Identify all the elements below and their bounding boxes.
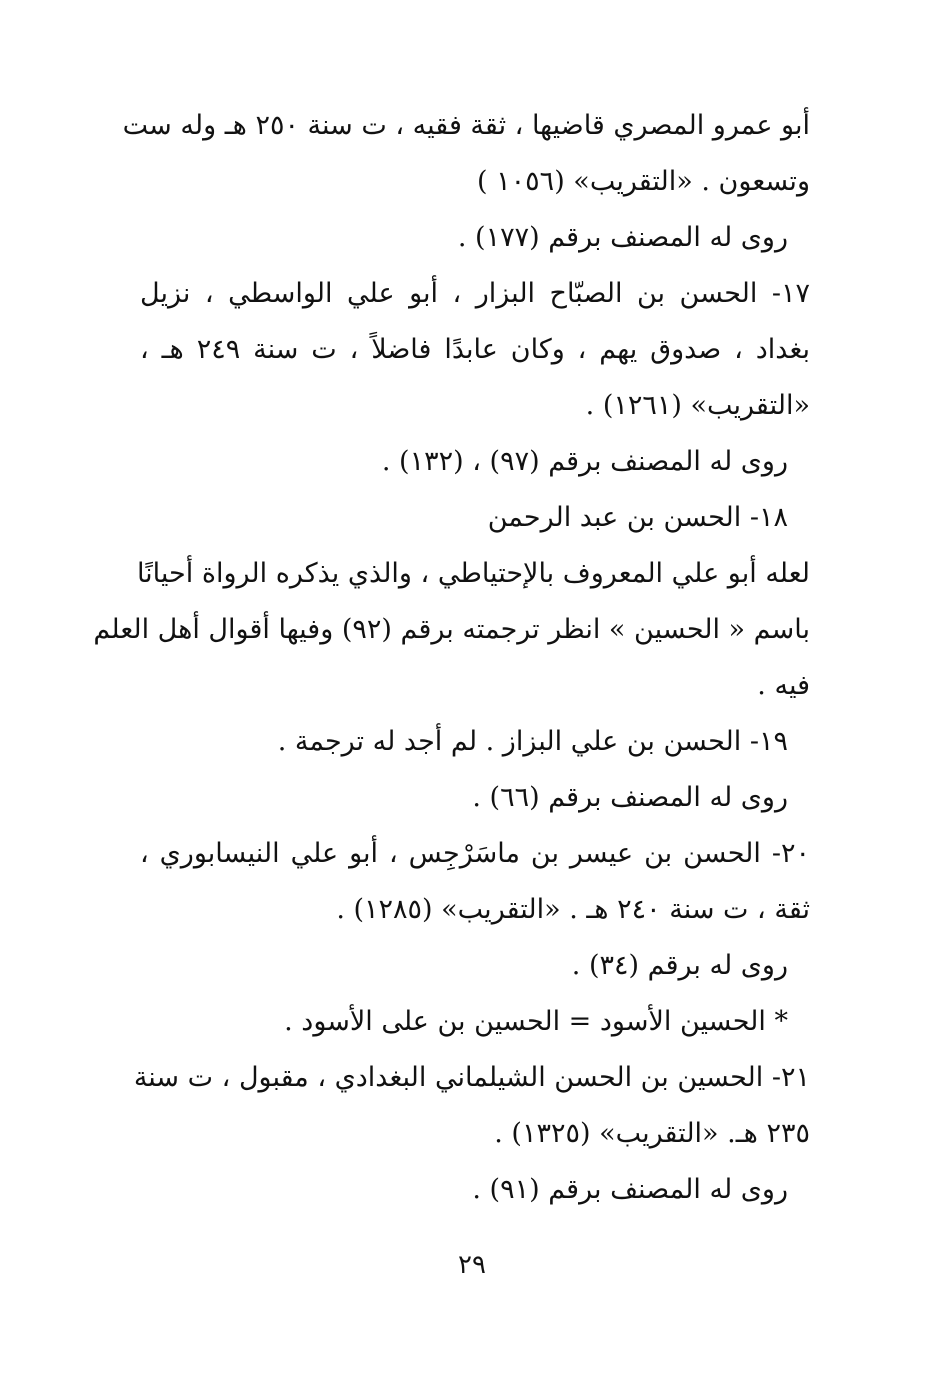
paragraph-narrator-20 xyxy=(140,826,810,938)
paragraph-cross-reference xyxy=(140,994,810,1050)
text-line: ١٩- الحسن بن علي البزاز . لم أجد له ترجمة . xyxy=(277,726,788,757)
paragraph-citation xyxy=(140,210,810,266)
text-line: أبو عمرو المصري قاضيها ، ثقة فقيه ، ت سنة ٢٥٠ هـ وله ست xyxy=(122,110,810,141)
text-line: ١٧- الحسن بن الصبّاح البزار ، أبو علي الواسطي ، نزيل xyxy=(140,278,810,309)
text-line: روى له برقم (٣٤) . xyxy=(571,950,788,981)
text-line: بغداد ، صدوق يهم ، وكان عابدًا فاضلاً ، ت سنة ٢٤٩ هـ ، xyxy=(140,334,810,365)
text-line: ٢٣٥ هـ. «التقريب» (١٣٢٥) . xyxy=(494,1118,810,1149)
text-line: لعله أبو علي المعروف بالإحتياطي ، والذي يذكره الرواة أحيانًا xyxy=(136,558,810,589)
text-line: فيه . xyxy=(757,670,810,701)
text-line: روى له المصنف برقم (٦٦) . xyxy=(472,782,788,813)
page-number: ٢٩ xyxy=(458,1250,486,1280)
text-line: ٢٠- الحسن بن عيسر بن ماسَرْجِس ، أبو علي النيسابوري ، xyxy=(140,838,810,869)
text-line: باسم « الحسين » انظر ترجمته برقم (٩٢) وفيها أقوال أهل العلم xyxy=(93,614,810,645)
text-line: ثقة ، ت سنة ٢٤٠ هـ . «التقريب» (١٢٨٥) . xyxy=(336,894,810,925)
paragraph-citation xyxy=(140,770,810,826)
text-line: روى له المصنف برقم (١٧٧) . xyxy=(457,222,788,253)
text-line: ١٨- الحسن بن عبد الرحمن xyxy=(487,502,788,533)
text-line: وتسعون . «التقريب» (١٠٥٦ ) xyxy=(477,166,810,197)
paragraph-citation xyxy=(140,1162,810,1218)
body-text xyxy=(93,98,810,1218)
text-line: «التقريب» (١٢٦١) . xyxy=(585,390,810,421)
paragraph-narrator-17 xyxy=(140,266,810,434)
paragraph-narrator-19 xyxy=(140,714,810,770)
paragraph-citation xyxy=(140,434,810,490)
text-line: ٢١- الحسين بن الحسن الشيلماني البغدادي ، مقبول ، ت سنة xyxy=(133,1062,810,1093)
paragraph-narrator-18-note xyxy=(93,546,810,714)
text-line: روى له المصنف برقم (٩١) . xyxy=(472,1174,788,1205)
paragraph-narrator-16-end xyxy=(122,98,810,210)
text-line: روى له المصنف برقم (٩٧) ، (١٣٢) . xyxy=(381,446,788,477)
text-line: * الحسين الأسود = الحسين بن على الأسود . xyxy=(284,1006,788,1037)
paragraph-narrator-21 xyxy=(133,1050,810,1162)
paragraph-narrator-18 xyxy=(140,490,810,546)
paragraph-citation xyxy=(140,938,810,994)
